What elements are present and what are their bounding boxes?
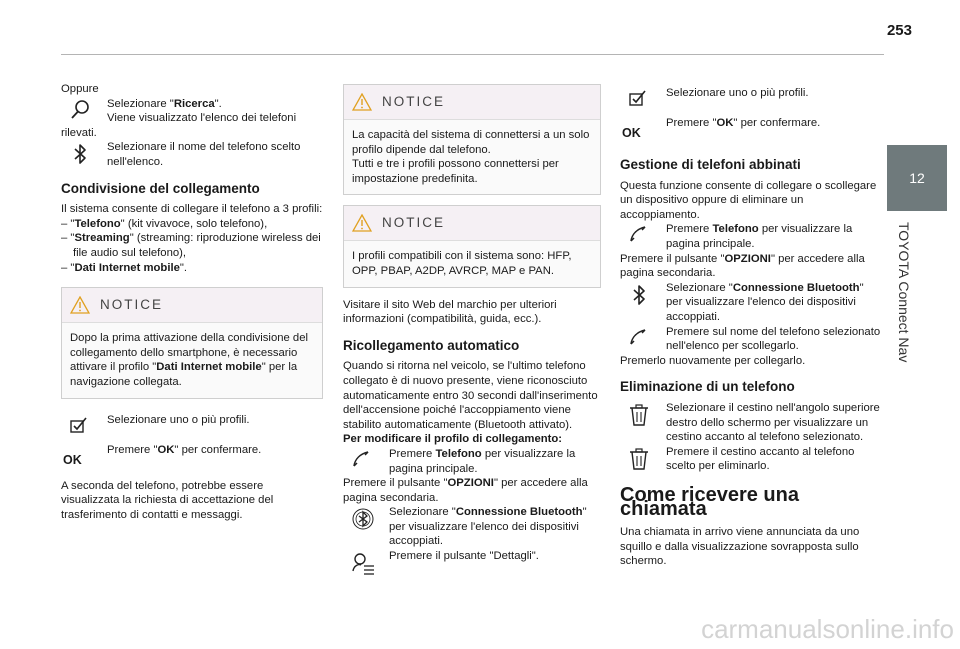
- manage-intro: Questa funzione consente di collegare o scollegare un dispositivo oppure di eliminare un accoppiamento.: [620, 179, 877, 221]
- oppure-text: Oppure: [61, 83, 99, 95]
- ok-post: " per confermare.: [174, 443, 262, 456]
- modify-heading: Per modificare il profilo di collegamento:: [343, 433, 563, 446]
- end-text: A seconda del telefono, potrebbe essere visualizzata la richiesta di accettazione del trasferimento di contatti e messaggi.: [61, 479, 274, 521]
- trash1-text: Selezionare il cestino nell'angolo superiore destro dello schermo per visualizzare un cestino accanto al telefono selezionato.: [666, 401, 880, 444]
- li3-bold: Dati Internet mobile: [74, 261, 180, 274]
- heading-delete: Eliminazione di un telefono: [620, 379, 795, 395]
- search-text-a: Selezionare ": [107, 97, 174, 110]
- ok-pre: Premere ": [666, 117, 717, 129]
- web-text: Visitare il sito Web del marchio per ulteriori informazioni (compatibilità, guida, ecc.).: [343, 298, 557, 326]
- bluetooth-step: [61, 140, 323, 169]
- notice-title: NOTICE: [100, 296, 164, 312]
- heading-reconnect: Ricollegamento automatico: [343, 337, 520, 353]
- search-text-b: ".: [214, 97, 222, 110]
- bluetooth-icon: [628, 283, 654, 307]
- trash-icon: [628, 403, 654, 427]
- trash-step: [620, 401, 882, 445]
- share-intro: Il sistema consente di collegare il telefono a 3 profili:: [61, 203, 323, 216]
- options-bold: OPZIONI: [724, 252, 771, 265]
- notice1-text1: La capacità del sistema di connettersi a un solo profilo dipende dal telefono.: [352, 129, 590, 156]
- press-name-text: Premere sul nome del telefono selezionato nell'elenco per scollegarlo.: [666, 325, 881, 353]
- search-text-line2: Viene visualizzato l'elenco dei telefoni: [107, 112, 297, 125]
- reconnect-text: Quando si ritorna nel veicolo, se l'ultimo telefono collegato è di nuovo presente, viene riconosciuto automaticamente entro 30 secondi dall'inserimento dell'accensione poiché l'accoppiamento viene stabilito automaticamente (Bluetooth attivato).: [343, 360, 598, 431]
- profiles-step: [620, 86, 882, 116]
- bluetooth-icon: [69, 142, 95, 166]
- options-post: " per accedere alla pagina secondaria.: [343, 477, 588, 504]
- notice-text-b: " per la navigazione collegata.: [70, 361, 298, 388]
- warning-icon: [352, 93, 372, 111]
- chapter-tab[interactable]: 12: [887, 145, 947, 211]
- li2-bold: Streaming: [74, 232, 130, 245]
- notice-box: [343, 84, 601, 195]
- bluetooth-step-text: Selezionare il nome del telefono scelto nell'elenco.: [107, 141, 301, 168]
- notice-header: [62, 288, 322, 323]
- li1-pre: – ": [61, 217, 75, 230]
- phone-icon: [628, 224, 654, 248]
- heading-receive: Come ricevere una chiamata: [620, 483, 799, 521]
- li2-pre: – ": [61, 232, 75, 245]
- warning-icon: [352, 214, 372, 232]
- phone-pre: Premere: [666, 223, 713, 236]
- heading-share: Condivisione del collegamento: [61, 180, 260, 196]
- phone-bold: Telefono: [435, 447, 482, 460]
- notice-title: NOTICE: [382, 93, 446, 109]
- bluetooth-connection-icon: [351, 507, 377, 531]
- options-bold: OPZIONI: [447, 477, 494, 490]
- btconn-post: " per visualizzare l'elenco dei dispositivi accoppiati.: [389, 506, 587, 548]
- list-item: [61, 261, 323, 276]
- ok-pre: Premere ": [107, 443, 158, 456]
- search-text-line3: rilevati.: [61, 126, 97, 139]
- column-2: [343, 84, 601, 573]
- notice2-text: I profili compatibili con il sistema sono: HFP, OPP, PBAP, A2DP, AVRCP, MAP e PAN.: [352, 250, 572, 277]
- btconn-bold: Connessione Bluetooth: [732, 281, 860, 294]
- header-divider: [61, 54, 884, 55]
- checkbox-icon: [69, 415, 95, 439]
- options-post: " per accedere alla pagina secondaria.: [620, 252, 865, 280]
- list-item: [61, 217, 323, 232]
- column-3: [620, 86, 882, 569]
- search-icon: [69, 99, 95, 123]
- ok-bold: OK: [716, 117, 734, 129]
- li1-post: " (kit vivavoce, solo telefono),: [120, 217, 268, 230]
- li2-post: " (streaming: riproduzione wireless dei file audio sul telefono),: [73, 232, 321, 259]
- trash-icon: [628, 447, 654, 471]
- li1-bold: Telefono: [74, 217, 121, 230]
- chapter-label: [894, 222, 914, 482]
- heading-manage: Gestione di telefoni abbinati: [620, 157, 801, 172]
- details-text: Premere il pulsante "Dettagli".: [389, 550, 539, 563]
- details-icon: [351, 551, 377, 575]
- profiles-step: [61, 413, 323, 443]
- phone-step: [343, 447, 601, 476]
- details-step: [343, 549, 601, 573]
- btconn-step: [620, 281, 882, 325]
- btconn-step: [343, 505, 601, 549]
- notice-text-bold: Dati Internet mobile: [156, 361, 262, 374]
- phone-bold: Telefono: [712, 223, 759, 236]
- btconn-bold: Connessione Bluetooth: [455, 506, 583, 519]
- press-name-step: [620, 325, 882, 354]
- phone-icon: [628, 327, 654, 351]
- phone-pre: Premere: [389, 447, 436, 460]
- li3-pre: – ": [61, 261, 75, 274]
- notice-box: [61, 287, 323, 398]
- notice-text-a: Dopo la prima attivazione della condivisione del collegamento dello smartphone, è necessario attivare il profilo ": [70, 332, 309, 374]
- btconn-post: " per visualizzare l'elenco dei dispositivi accoppiati.: [666, 281, 864, 323]
- options-pre: Premere il pulsante ": [620, 252, 725, 265]
- receive-text: Una chiamata in arrivo viene annunciata da uno squillo e dalla visualizzazione sovrapposta sullo schermo.: [620, 526, 860, 568]
- btconn-pre: Selezionare ": [389, 506, 456, 519]
- ok-bold: OK: [157, 443, 175, 456]
- options-pre: Premere il pulsante ": [343, 477, 448, 490]
- list-item: [61, 231, 323, 260]
- watermark: carmanualsonline.info: [701, 614, 954, 644]
- trash-step: [620, 445, 882, 474]
- ok-post: " per confermare.: [733, 117, 821, 129]
- phone-post: per visualizzare la pagina principale.: [389, 447, 576, 475]
- phone-step: [620, 222, 882, 251]
- notice-header: [344, 85, 600, 120]
- trash2-text: Premere il cestino accanto al telefono scelto per eliminarlo.: [666, 445, 855, 473]
- phone-post: per visualizzare la pagina principale.: [666, 223, 853, 250]
- profiles-text: Selezionare uno o più profili.: [666, 87, 809, 99]
- li3-post: ".: [179, 261, 188, 274]
- notice1-text2: Tutti e tre i profili possono connettersi per impostazione predefinita.: [352, 158, 559, 185]
- ok-step: [61, 443, 323, 473]
- press-again-text: Premerlo nuovamente per collegarlo.: [620, 354, 806, 367]
- ok-icon: OK: [63, 452, 82, 467]
- ok-icon: OK: [622, 126, 641, 140]
- warning-icon: [70, 296, 90, 314]
- profiles-text: Selezionare uno o più profili.: [107, 413, 250, 426]
- page-number: 253: [886, 22, 912, 39]
- search-step: [61, 97, 323, 126]
- phone-icon: [351, 449, 377, 473]
- search-text-bold: Ricerca: [173, 97, 215, 110]
- column-1: [61, 82, 323, 522]
- notice-box: [343, 205, 601, 287]
- chapter-label-text: TOYOTA Connect Nav: [896, 222, 912, 363]
- btconn-pre: Selezionare ": [666, 281, 733, 294]
- notice-header: [344, 206, 600, 241]
- ok-step: [620, 116, 882, 146]
- notice-title: NOTICE: [382, 215, 446, 231]
- checkbox-icon: [628, 88, 654, 112]
